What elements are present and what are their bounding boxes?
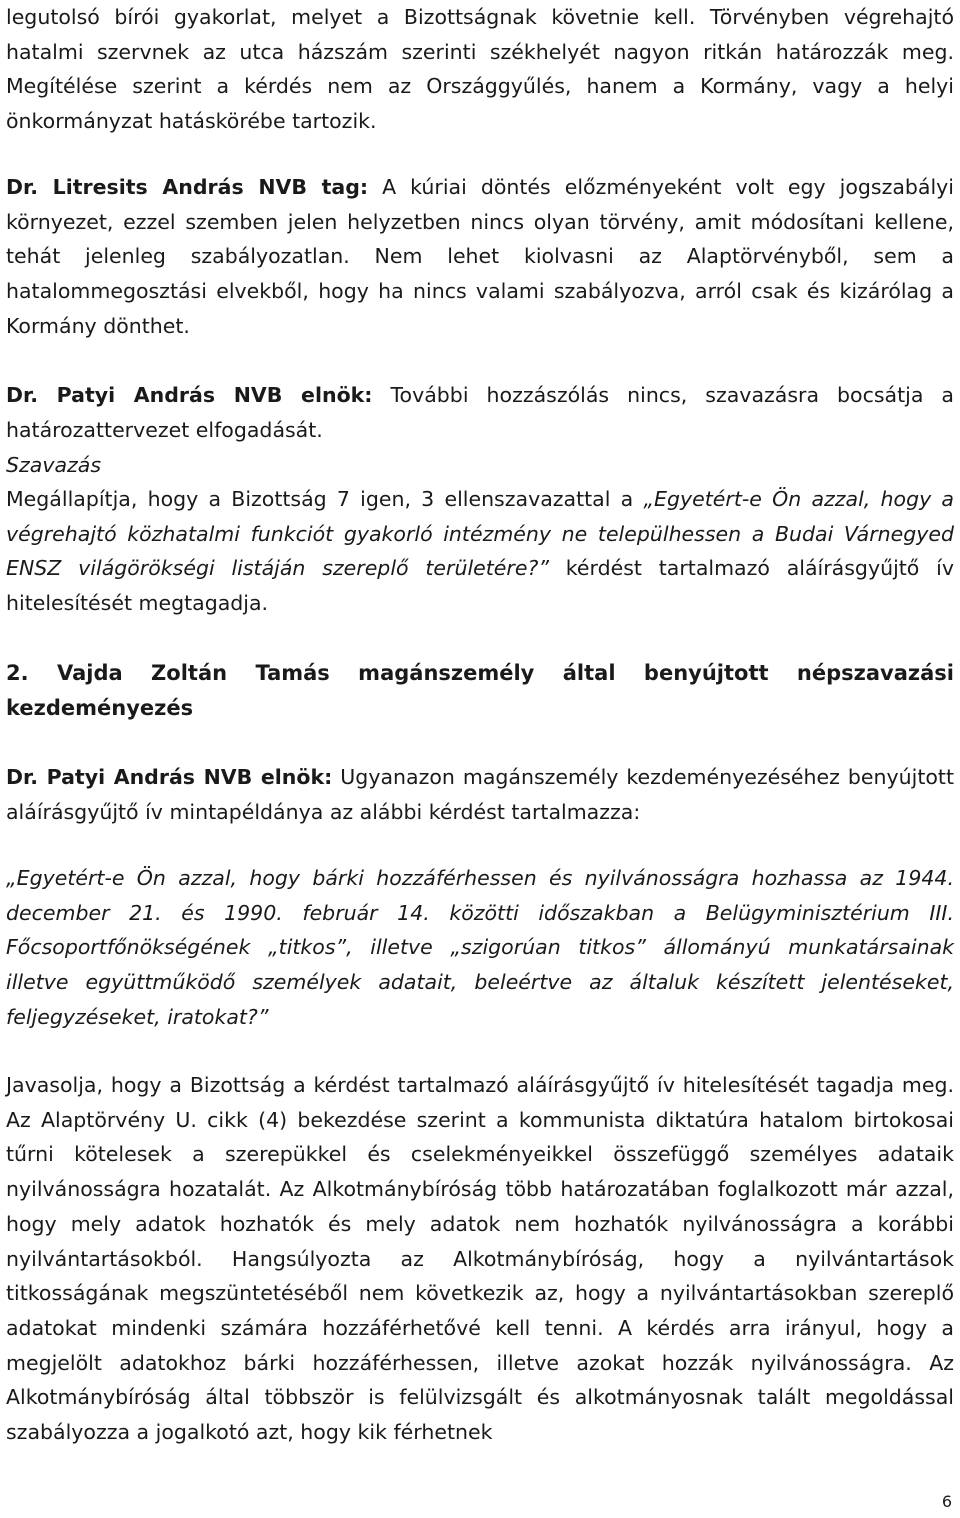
referendum-question-1: „Egyetért-e Ön azzal, hogy a végrehajtó közhatalmi funkciót gyakorló intézmény ne települhessen a Budai Várnegyed ENSZ világörökségi listáján szereplő területére?”	[6, 487, 954, 581]
vote-result-outcome: kérdést tartalmazó aláírásgyűjtő ív hitelesítését megtagadja.	[6, 556, 954, 616]
referendum-question-2: „Egyetért-e Ön azzal, hogy bárki hozzáférhessen és nyilvánosságra hozhassa az 1944. december 21. és 1990. február 14. közötti időszakban a Belügyminisztérium III. Főcsoportfőnökségének „titkos”, illetve „szigorúan titkos” állományú munkatársainak illetve együttműködő személyek adatait, beleértve az általuk készített jelentéseket, feljegyzéseket, iratokat?”	[6, 866, 954, 1029]
vote-result-intro: Megállapítja, hogy a Bizottság 7 igen, 3 ellenszavazattal a	[6, 487, 644, 511]
speaker-patyi-2: Dr. Patyi András NVB elnök:	[6, 765, 333, 789]
section-heading-2: 2. Vajda Zoltán Tamás magánszemély által benyújtott népszavazási kezdeményezés	[6, 661, 954, 720]
paragraph-recommendation: Javasolja, hogy a Bizottság a kérdést tartalmazó aláírásgyűjtő ív hitelesítését tagadja meg. Az Alaptörvény U. cikk (4) bekezdése szerint a kommunista diktatúra hatalom birtokosai tűrni kötelesek a szerepükkel és cselekményeikkel összefüggő személyes adataik nyilvánosságra hozatalát. Az Alkotmánybíróság több határozatában foglalkozott már azzal, hogy mely adatok hozhatók és mely adatok nem hozhatók nyilvánosságra a korábbi nyilvántartásokból. Hangsúlyozta az Alkotmánybíróság, hogy a nyilvántartások titkosságának megszüntetéséből nem következik az, hogy a nyilvántartásokban szereplő adatokat mindenki számára hozzáférhetővé kell tenni. A kérdés arra irányul, hogy a megjelölt adatokhoz bárki hozzáférhessen, illetve azokat hozzák nyilvánosságra. Az Alkotmánybíróság által többször is felülvizsgált és alkotmányosnak talált megoldással szabályozza a jogalkotó azt, hogy kik férhetnek	[6, 1073, 954, 1445]
paragraph-intro: legutolsó bírói gyakorlat, melyet a Bizottságnak követnie kell. Törvényben végrehajtó hatalmi szervnek az utca házszám szerinti székhelyét nagyon ritkán határozzák meg. Megítélése szerint a kérdés nem az Országgyűlés, hanem a Kormány, vagy a helyi önkormányzat hatáskörébe tartozik.	[6, 5, 954, 134]
paragraph-vote-result	[6, 482, 954, 621]
statement-litresits: A kúriai döntés előzményeként volt egy jogszabályi környezet, ezzel szemben jelen helyzetben nincs olyan törvény, amit módosítani kellene, tehát jelenleg szabályozatlan. Nem lehet kiolvasni az Alaptörvényből, sem a hatalommegosztási elvekből, hogy ha nincs valami szabályozva, arról csak és kizárólag a Kormány dönthet.	[6, 175, 954, 338]
paragraph-litresits	[6, 170, 954, 344]
paragraph-patyi-vote-call	[6, 378, 954, 447]
speaker-patyi: Dr. Patyi András NVB elnök:	[6, 383, 373, 407]
paragraph-patyi-intro	[6, 760, 954, 829]
vote-label: Szavazás	[6, 453, 102, 477]
speaker-litresits: Dr. Litresits András NVB tag:	[6, 175, 369, 199]
statement-patyi-intro: Ugyanazon magánszemély kezdeményezéséhez benyújtott aláírásgyűjtő ív mintapéldánya az alábbi kérdést tartalmazza:	[6, 765, 954, 824]
page-number: 6	[941, 1492, 952, 1511]
statement-patyi-vote-call: További hozzászólás nincs, szavazásra bocsátja a határozattervezet elfogadását.	[6, 383, 954, 442]
